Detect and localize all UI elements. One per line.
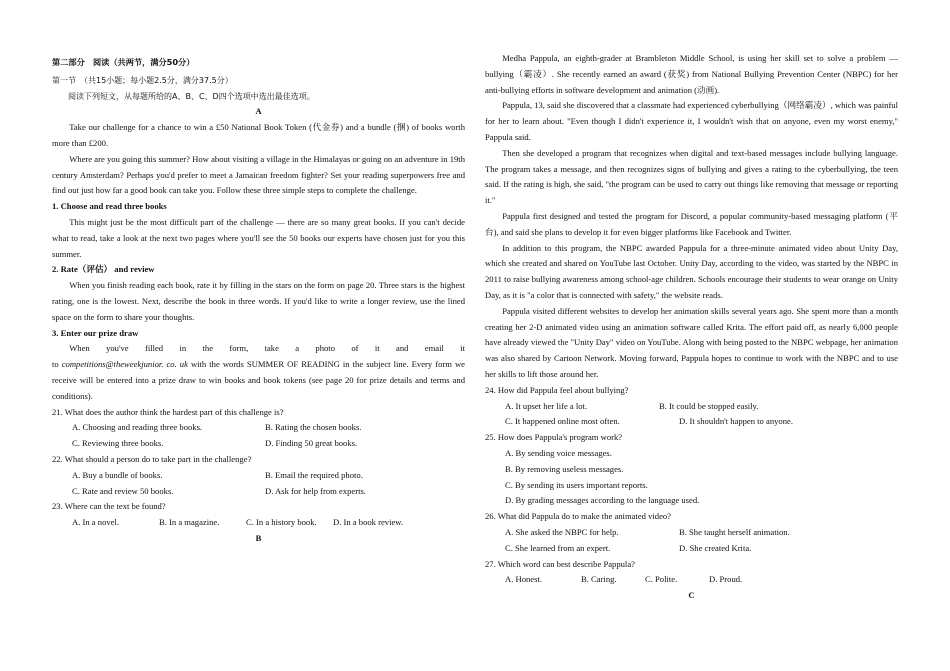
option: A. Buy a bundle of books. [72, 469, 163, 480]
option: A. It upset her life a lot. [505, 400, 588, 411]
passage-a-label: A [255, 106, 262, 117]
option: A. Honest. [505, 574, 542, 585]
instructions: 阅读下列短文，从每题所给的A、B、C、D四个选项中选出最佳选项。 [68, 91, 315, 101]
option: C. In a history book. [246, 517, 317, 528]
passage-b-paragraph: Medha Pappula, an eighth-grader at Brambleton Middle School, is using her skill set to solve a problem — bullying（霸凌）. She recently earned an award (获奖) from National Bullying Prevention Center (NBPC) for her anti-bullying efforts in software development and animation (动画). [485, 53, 898, 95]
option: D. It shouldn't happen to anyone. [679, 416, 793, 427]
passage-b-paragraph: Then she developed a program that recognizes when digital and text-based messages include bullying language. The program takes a message, and then recognizes signs of bullying and gives a rating to the cyberbullying, the teen said. If the rating is high, she said, "the program can be used to carry out things like removing that message or reporting it." [485, 147, 898, 206]
options-row [485, 399, 898, 415]
passage-b-paragraph: Pappula first designed and tested the program for Discord, a popular community-based messaging platform (平台), and said she plans to develop it for even bigger platforms like Facebook and Twitter. [485, 210, 898, 237]
options-row [52, 436, 465, 452]
section-title: 第一节 （共15小题；每小题2.5分，满分37.5分） [52, 75, 233, 85]
option: D. Proud. [709, 574, 743, 585]
options-row [485, 541, 898, 557]
left-column [52, 55, 465, 547]
option: A. In a novel. [72, 517, 120, 528]
step-text: This might just be the most difficult part of the challenge — there are so many great books. If you can't decide what to read, take a look at the next two pages where you'll see the 50 books our experts have chosen just for you this summer. [52, 216, 465, 259]
step-heading: 2. Rate（评估） and review [52, 264, 155, 275]
right-column [485, 51, 898, 604]
options-row [485, 414, 898, 430]
option: C. Polite. [645, 574, 678, 585]
passage-b-paragraph: In addition to this program, the NBPC awarded Pappula for a three-minute animated video about Unity Day, which she created and shared on YouTube last October. Unity Day, according to the video, was started by the NBPC in 2011 to raise bullying awareness among school-age children. Schools encourage their students to wear orange on Unity Day, as it is "a color that is connected with safety," the website reads. [485, 242, 898, 300]
option: A. Choosing and reading three books. [72, 422, 203, 433]
option: A. By sending voice messages. [505, 447, 612, 458]
options-row [52, 468, 465, 484]
step-heading: 3. Enter our prize draw [52, 327, 139, 338]
passage-b-paragraph: Pappula, 13, said she discovered that a classmate had experienced cyberbullying（网络霸凌）, which was painful for her to learn about. "Even though I didn't experience it, I wouldn't wish that on anyone, even my worst enemy," Pappula said. [485, 100, 898, 142]
question-27: 27. Which word can best describe Pappula? [485, 558, 635, 569]
step-text-line: When you've filled in the form, take a photo of it and email it [69, 343, 465, 354]
options-row [52, 484, 465, 500]
option: C. Reviewing three books. [72, 438, 164, 449]
question-25: 25. How does Pappula's program work? [485, 432, 623, 443]
option: B. She taught herself animation. [679, 526, 790, 537]
part-title: 第二部分 阅读（共两节，满分50分） [52, 57, 195, 67]
option: B. In a magazine. [159, 517, 220, 528]
step-text: When you finish reading each book, rate it by filling in the stars on the form on page 20. Three stars is the highest rating, one is the lowest. Next, describe the book in three words. If you'd like to write a longer review, use the lined space on the form to share your thoughts. [52, 280, 465, 322]
option: B. Rating the chosen books. [265, 422, 362, 433]
option: D. By grading messages according to the language used. [505, 495, 700, 506]
question-22: 22. What should a person do to take part in the challenge? [52, 453, 252, 464]
passage-a-paragraph: Where are you going this summer? How about visiting a village in the Himalayas or going on an adventure in 19th century Amsterdam? Perhaps you'd prefer to meet a Jamaican freedom fighter? Set your reading superpowers free and find out just how far a good book can take you. Follow these three simple steps to complete the challenge. [52, 153, 465, 196]
question-23: 23. Where can the text be found? [52, 501, 166, 512]
passage-b-label: B [255, 532, 262, 543]
option: A. She asked the NBPC for help. [505, 526, 619, 537]
options-row [485, 525, 898, 541]
option: C. She learned from an expert. [505, 542, 611, 553]
options-row [52, 420, 465, 436]
passage-b-paragraph: Pappula visited different websites to develop her animation skills several years ago. She spent more than a month creating her 2-D animated video using an animation software called Krita. The effort paid off, as nearly 6,000 people have already viewed the "Unity Day" video on YouTube. Along with being posted to the NBPC webpage, her animation was also shared by Cartoon Network. Moving forward, Pappula hopes to continue to work with the NBPC and to use her skills to lift those around her. [485, 305, 898, 379]
question-26: 26. What did Pappula do to make the animated video? [485, 511, 671, 522]
passage-a-intro: Take our challenge for a chance to win a £50 National Book Token (代金券) and a bundle (捆) of books worth more than £200. [52, 122, 465, 148]
option: B. Email the required photo. [265, 469, 363, 480]
passage-c-label: C [688, 590, 695, 601]
option: C. Rate and review 50 books. [72, 485, 174, 496]
step-text: to competitions@theweekjunior. co. uk with the words SUMMER OF READING in the subject line. Every form we receive will be entered into a prize draw to win books and book tokens (see page 20 for prize details and terms and conditions). [52, 359, 465, 401]
question-21: 21. What does the author think the hardest part of this challenge is? [52, 406, 284, 417]
question-24: 24. How did Pappula feel about bullying? [485, 384, 629, 395]
option: D. In a book review. [333, 517, 404, 528]
option: C. It happened online most often. [505, 416, 620, 427]
option: C. By sending its users important reports. [505, 479, 648, 490]
options-row [485, 572, 898, 588]
option: B. Caring. [581, 574, 617, 585]
option: D. Finding 50 great books. [265, 438, 358, 449]
email-address: competitions@theweekjunior. co. uk [61, 359, 188, 370]
option: B. It could be stopped easily. [659, 400, 759, 411]
option: B. By removing useless messages. [505, 463, 624, 474]
options-row [52, 515, 465, 531]
option: D. She created Krita. [679, 542, 752, 553]
step-heading: 1. Choose and read three books [52, 201, 167, 212]
option: D. Ask for help from experts. [265, 485, 366, 496]
